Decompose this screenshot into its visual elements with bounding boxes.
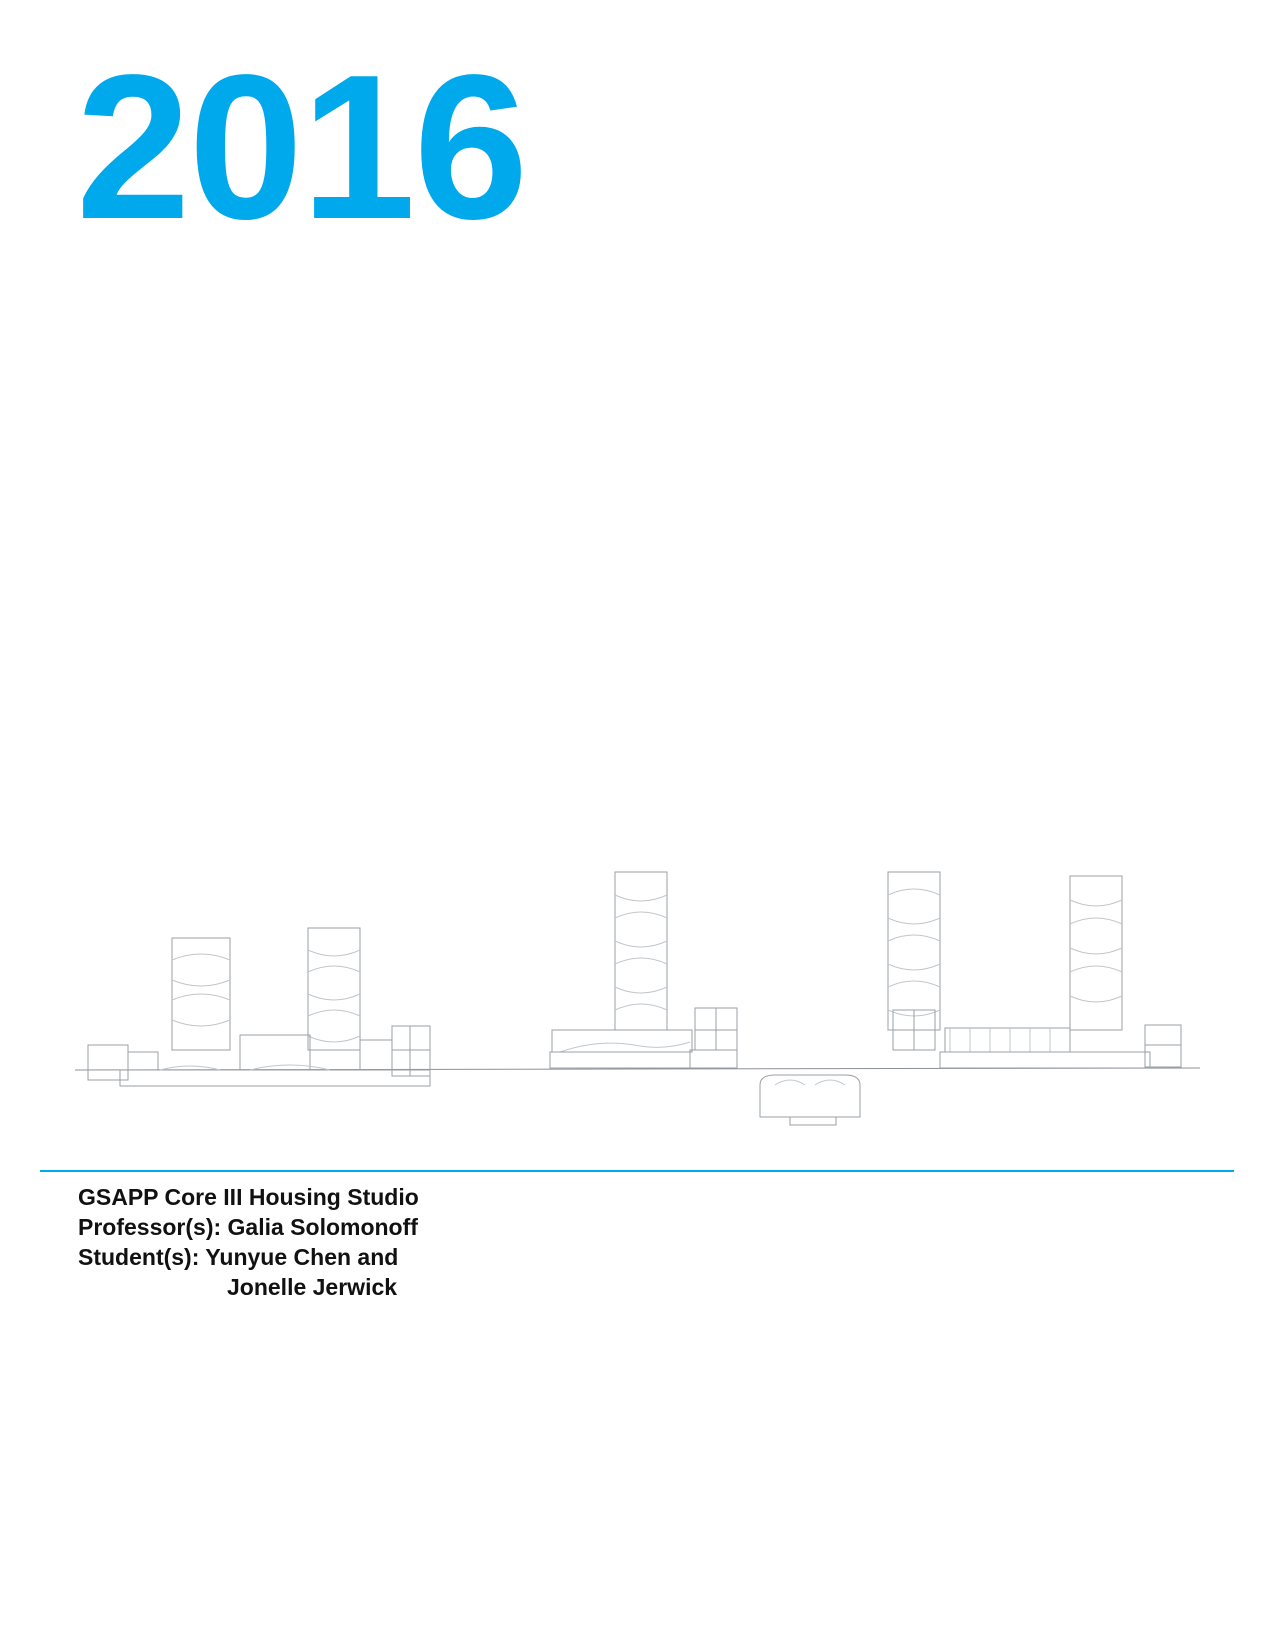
cover-year: 2016 xyxy=(76,32,527,262)
divider-rule xyxy=(40,1170,1234,1172)
student-credit-cont: Jonelle Jerwick xyxy=(227,1274,398,1300)
section-drawing xyxy=(0,840,1275,1140)
left-building-group xyxy=(88,928,430,1086)
credits-block xyxy=(78,1182,419,1302)
right-building-group xyxy=(888,872,1181,1068)
student-credit: Student(s): Yunyue Chen and xyxy=(78,1244,399,1270)
studio-name: GSAPP Core III Housing Studio xyxy=(78,1184,419,1210)
professor-credit: Professor(s): Galia Solomonoff xyxy=(78,1214,418,1240)
center-building-group xyxy=(550,872,860,1125)
